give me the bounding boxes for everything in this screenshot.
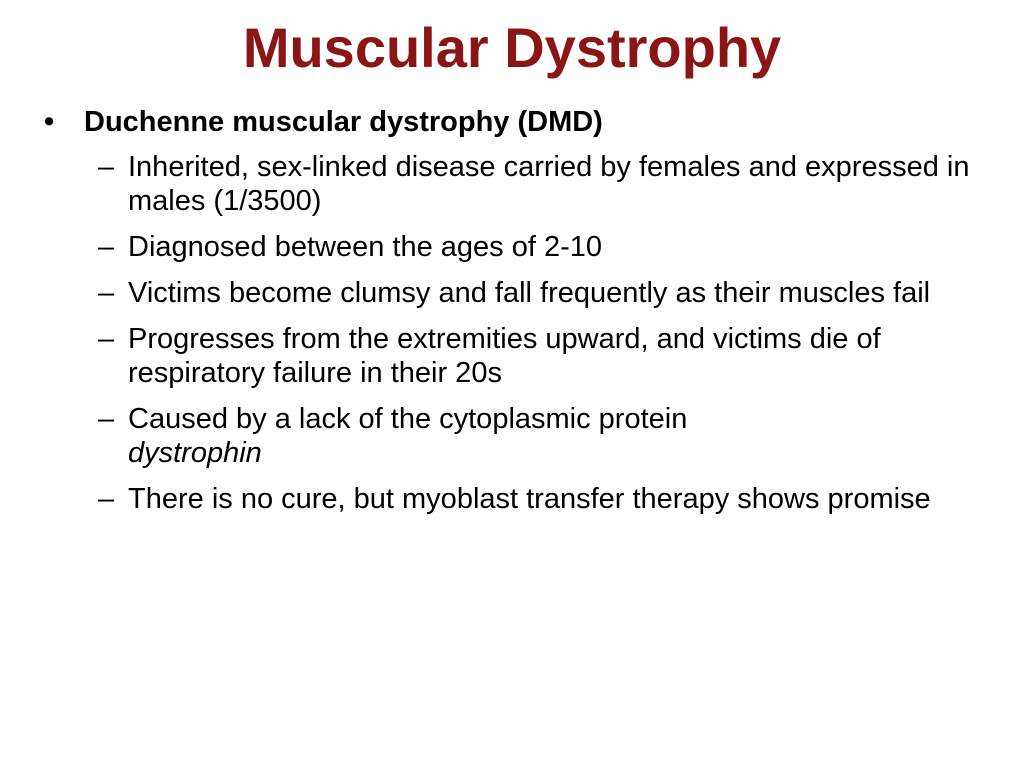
dash-icon: – (98, 323, 115, 355)
slide-title: Muscular Dystrophy (242, 16, 782, 79)
sub-bullet-item (98, 230, 978, 264)
dash-icon: – (98, 403, 115, 435)
sub-bullet-item (98, 322, 978, 390)
sub-bullet-italic-term: dystrophin (128, 437, 262, 469)
sub-bullet-item (98, 276, 978, 310)
bullet-dot-icon: • (44, 106, 55, 138)
bullet-list (44, 103, 994, 145)
sub-bullet-text: Diagnosed between the ages of 2-10 (128, 231, 603, 263)
dash-icon: – (98, 151, 115, 183)
dash-icon: – (98, 277, 115, 309)
sub-bullet-text: There is no cure, but myoblast transfer therapy shows promise (128, 483, 931, 515)
main-bullet (44, 103, 994, 141)
sub-bullet-list (98, 150, 978, 528)
sub-bullet-text: Inherited, sex-linked disease carried by females and expressed in males (1/3500) (128, 151, 970, 217)
sub-bullet-text: Victims become clumsy and fall frequently as their muscles fail (128, 277, 931, 309)
dash-icon: – (98, 231, 115, 263)
sub-bullet-item (98, 402, 978, 470)
sub-bullet-text: Caused by a lack of the cytoplasmic protein (128, 403, 688, 435)
main-bullet-text: Duchenne muscular dystrophy (DMD) (84, 106, 603, 138)
dash-icon: – (98, 483, 115, 515)
sub-bullet-item (98, 150, 978, 218)
sub-bullet-item (98, 482, 978, 516)
sub-bullet-text: Progresses from the extremities upward, and victims die of respiratory failure in their 20s (128, 323, 881, 389)
